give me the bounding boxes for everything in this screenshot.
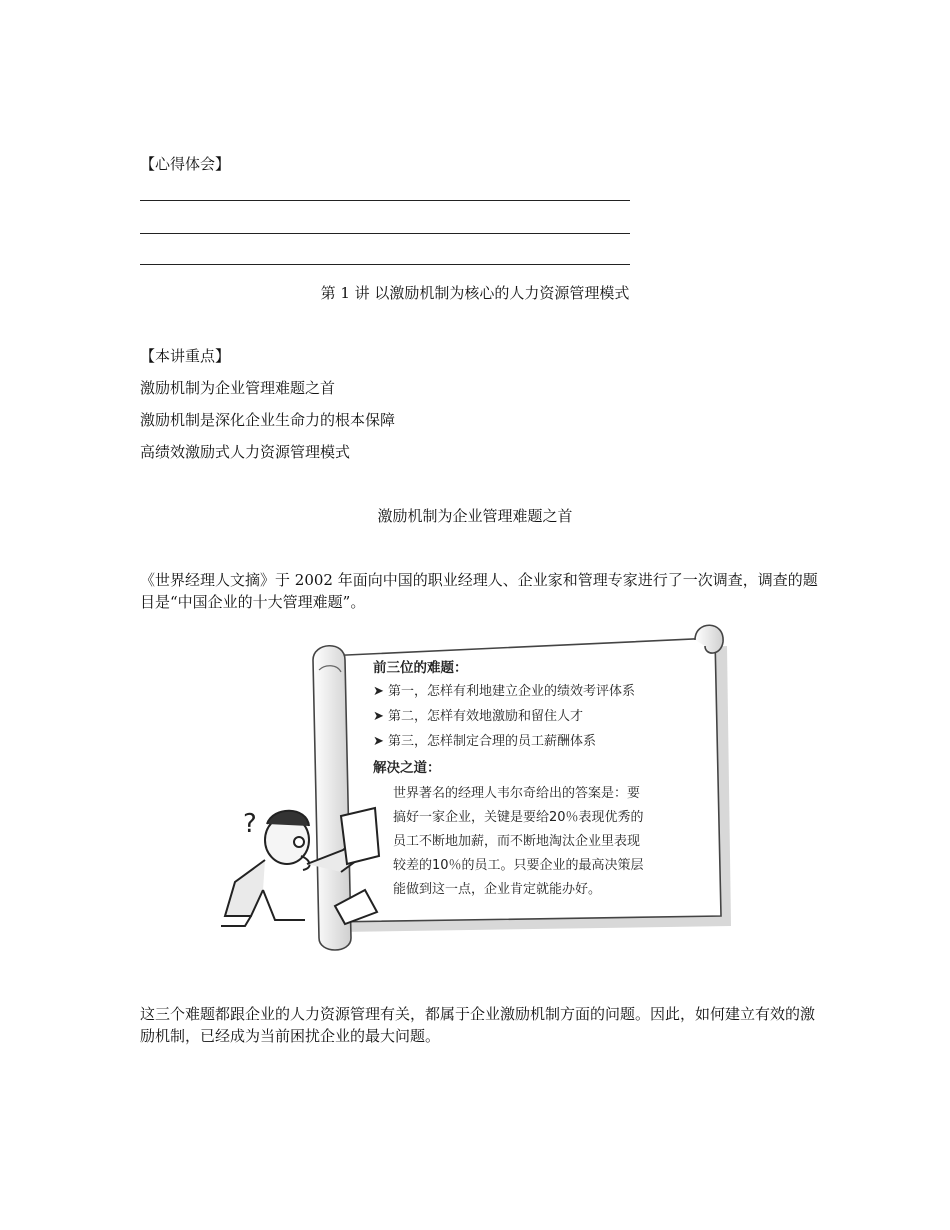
blank-line — [140, 264, 630, 265]
solution-heading: 解决之道： — [373, 760, 441, 776]
conclusion-paragraph: 这三个难题都跟企业的人力资源管理有关，都属于企业激励机制方面的问题。因此，如何建立有效的激励机制，已经成为当前困扰企业的最大问题。 — [140, 1005, 816, 1045]
solution-line: 员工不断地加薪，而不断地淘汰企业里表现 — [393, 834, 641, 849]
arrow-bullet-icon: ➤ — [373, 684, 389, 699]
problem-item — [373, 680, 635, 699]
arrow-bullet-icon: ➤ — [373, 709, 389, 724]
problem-item — [373, 730, 596, 749]
section-title: 激励机制为企业管理难题之首 — [377, 507, 573, 525]
problem-item-text: 第一，怎样有利地建立企业的绩效考评体系 — [388, 684, 636, 699]
arrow-bullet-icon: ➤ — [373, 734, 389, 749]
solution-line: 能做到这一点，企业肯定就能办好。 — [393, 882, 602, 897]
solution-line: 较差的10％的员工。只要企业的最高决策层 — [393, 858, 644, 873]
problem-item — [373, 705, 583, 724]
solution-line: 搞好一家企业，关键是要给20％表现优秀的 — [393, 810, 644, 825]
problem-item-text: 第三，怎样制定合理的员工薪酬体系 — [388, 734, 597, 749]
top3-heading: 前三位的难题： — [373, 660, 468, 676]
blank-line — [140, 233, 630, 234]
key-point-item: 激励机制是深化企业生命力的根本保障 — [140, 411, 396, 429]
key-point-item: 激励机制为企业管理难题之首 — [140, 379, 336, 397]
solution-line: 世界著名的经理人韦尔奇给出的答案是：要 — [393, 786, 641, 801]
scroll-illustration — [215, 620, 740, 955]
lecture-title: 第 1 讲 以激励机制为核心的人力资源管理模式 — [320, 284, 630, 302]
key-points-heading: 【本讲重点】 — [140, 347, 231, 365]
reflection-heading: 【心得体会】 — [140, 155, 231, 173]
key-point-item: 高绩效激励式人力资源管理模式 — [140, 443, 351, 461]
question-mark: ? — [243, 809, 257, 839]
blank-line — [140, 200, 630, 201]
intro-paragraph: 《世界经理人文摘》于 2002 年面向中国的职业经理人、企业家和管理专家进行了一次调查，调查的题目是“中国企业的十大管理难题”。 — [140, 571, 818, 611]
problem-item-text: 第二，怎样有效地激励和留住人才 — [388, 709, 584, 724]
